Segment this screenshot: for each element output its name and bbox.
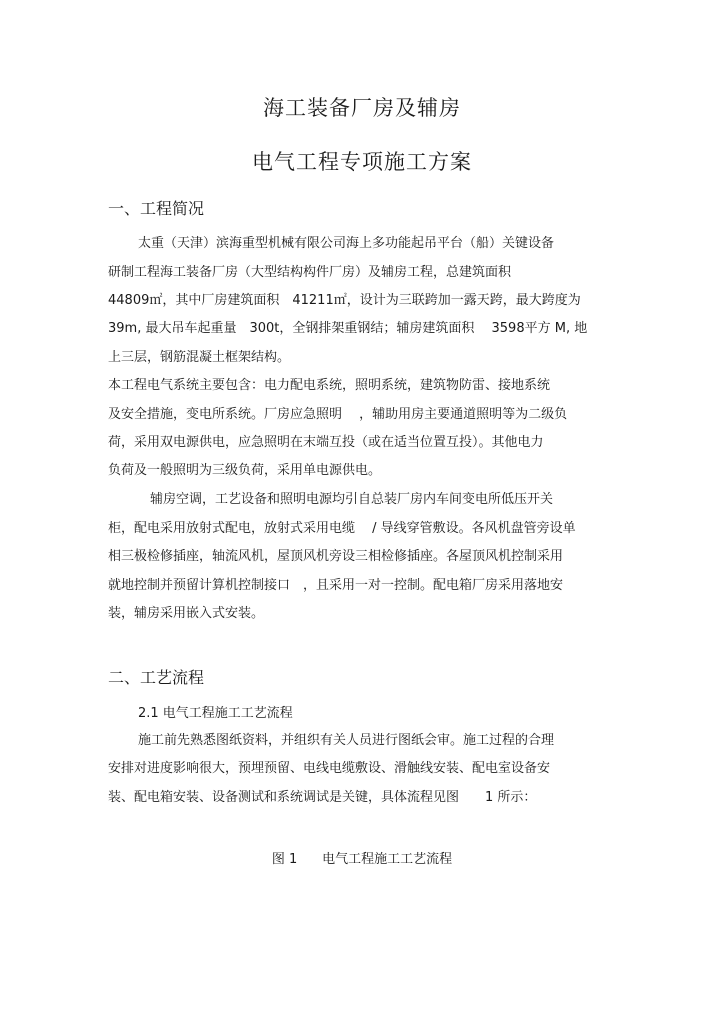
paragraph-line: 39m, 最大吊车起重量 300t，全钢排架重钢结；辅房建筑面积 3598平方 M, 地 [108, 321, 588, 336]
paragraph-line: 安排对进度影响很大，预埋预留、电线电缆敷设、滑触线安装、配电室设备安 [108, 761, 551, 776]
paragraph-line: 太重（天津）滨海重型机械有限公司海上多功能起吊平台（船）关键设备 [138, 236, 555, 251]
paragraph-line: 本工程电气系统主要包含：电力配电系统，照明系统，建筑物防雷、接地系统 [108, 378, 551, 393]
paragraph-line: 装、配电箱安装、设备测试和系统调试是关键，具体流程见图 1 所示： [108, 790, 537, 805]
paragraph-line: 柜，配电采用放射式配电，放射式采用电缆 / 导线穿管敷设。各风机盘管旁设单 [108, 521, 576, 536]
paragraph-line: 研制工程海工装备厂房（大型结构构件厂房）及辅房工程，总建筑面积 [108, 265, 512, 280]
paragraph-line: 相三极检修插座，轴流风机，屋顶风机旁设三相检修插座。各屋顶风机控制采用 [108, 549, 564, 564]
paragraph-line: 负荷及一般照明为三级负荷，采用单电源供电。 [108, 463, 382, 478]
document-title-line1: 海工装备厂房及辅房 [263, 96, 461, 120]
section2-subheading: 2.1 电气工程施工工艺流程 [138, 706, 293, 721]
paragraph-line: 44809㎡，其中厂房建筑面积 41211㎡，设计为三联跨加一露天跨，最大跨度为 [108, 293, 581, 308]
document-title-line2: 电气工程专项施工方案 [252, 150, 472, 174]
section2-heading: 二、工艺流程 [108, 668, 205, 687]
paragraph-line: 辅房空调，工艺设备和照明电源均引自总装厂房内车间变电所低压开关 [150, 492, 554, 507]
paragraph-line: 就地控制并预留计算机控制接口 ，且采用一对一控制。配电箱厂房采用落地安 [108, 578, 564, 593]
section1-heading: 一、工程简况 [108, 199, 205, 218]
paragraph-line: 荷，采用双电源供电，应急照明在末端互投（或在适当位置互投）。其他电力 [108, 435, 544, 450]
paragraph-line: 装，辅房采用嵌入式安装。 [108, 606, 265, 621]
figure-caption: 图 1 电气工程施工工艺流程 [271, 852, 453, 867]
paragraph-line: 及安全措施，变电所系统。厂房应急照明 ，辅助用房主要通道照明等为二级负 [108, 407, 568, 422]
paragraph-line: 上三层，钢筋混凝土框架结构。 [108, 350, 291, 365]
paragraph-line: 施工前先熟悉图纸资料，并组织有关人员进行图纸会审。施工过程的合理 [138, 733, 555, 748]
